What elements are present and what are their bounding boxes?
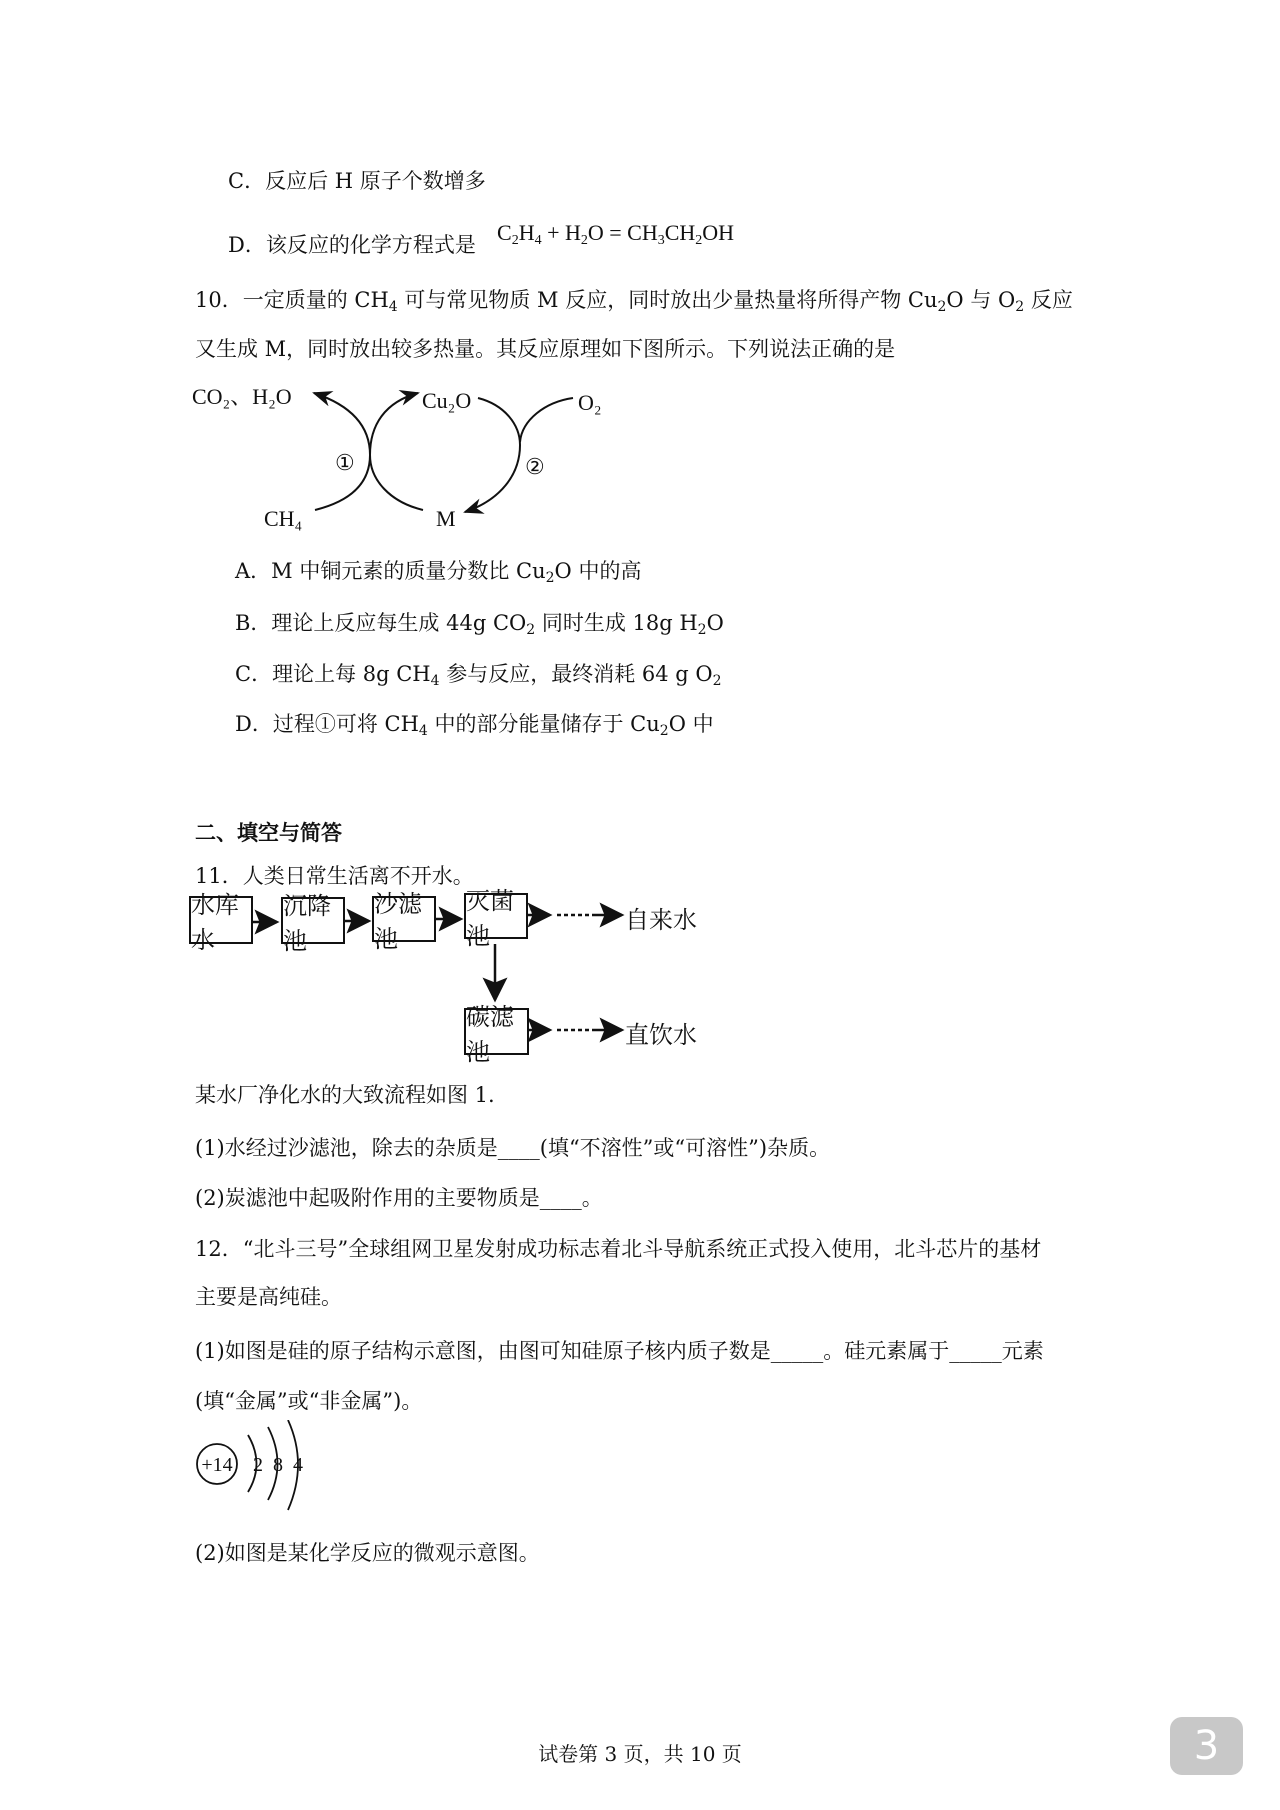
subscript: 3	[657, 233, 665, 248]
text-segment: C	[497, 220, 512, 245]
subscript: 2	[1015, 299, 1025, 315]
label-o2: O₂	[578, 390, 602, 415]
arrow-o2-curve	[520, 398, 573, 442]
q12-stem-line2	[195, 1284, 342, 1310]
label-step2: ②	[525, 454, 545, 479]
text-segment: O 中	[668, 712, 714, 736]
text-segment: (1)水经过沙滤池，除去的杂质是____(填“不溶性”或“可溶性”)杂质。	[195, 1136, 831, 1160]
label-cu2o: Cu₂O	[422, 388, 472, 413]
q10-option-d	[235, 711, 714, 737]
silicon-atom-structure-diagram	[180, 1420, 320, 1520]
subscript: 2	[545, 570, 555, 586]
label-co2-h2o: CO₂、H₂O	[192, 384, 292, 409]
q9-option-d-equation	[497, 220, 734, 246]
subscript: 2	[526, 622, 536, 638]
q11-description	[195, 1082, 495, 1108]
text-segment: + H	[541, 220, 581, 245]
label-ch4: CH₄	[264, 506, 303, 531]
flow-output-drinking-water: 直饮水	[625, 1021, 697, 1049]
q12-part1-line2	[195, 1388, 422, 1414]
text-segment: 中的部分能量储存于 Cu	[427, 712, 660, 736]
subscript: 2	[712, 673, 722, 689]
text-segment: O 与 O	[946, 288, 1016, 312]
text-segment: O 中的高	[554, 559, 642, 583]
text-segment: O = CH	[587, 220, 658, 245]
page-footer: 试卷第 3 页，共 10 页	[538, 1742, 742, 1766]
subscript: 2	[659, 723, 669, 739]
text-segment: (2)如图是某化学反应的微观示意图。	[195, 1541, 540, 1565]
section-2-title	[195, 820, 342, 846]
text-segment: H	[518, 220, 535, 245]
text-segment: (填“金属”或“非金属”)。	[195, 1389, 423, 1413]
flow-box-sterilization: 灭菌池	[464, 893, 528, 939]
q10-reaction-cycle-diagram	[180, 370, 660, 550]
q10-option-c	[235, 661, 722, 687]
q12-part2	[195, 1540, 540, 1566]
text-segment: C．反应后 H 原子个数增多	[228, 169, 486, 193]
subscript: 4	[388, 299, 398, 315]
text-segment: 某水厂净化水的大致流程如图 1.	[195, 1083, 495, 1107]
subscript: 4	[430, 673, 440, 689]
text-segment: 同时生成 18g H	[535, 611, 698, 635]
page-number-badge: 3	[1170, 1717, 1243, 1775]
q9-option-d	[228, 232, 476, 258]
label-step1: ①	[335, 450, 355, 475]
q12-part1-line1	[195, 1338, 1044, 1364]
text-segment: 主要是高纯硅。	[195, 1285, 342, 1309]
text-segment: C．理论上每 8g CH	[235, 662, 431, 686]
subscript: 4	[418, 723, 428, 739]
flow-box-reservoir: 水库水	[189, 896, 253, 944]
q10-stem-line2	[195, 336, 895, 362]
q10-option-a	[235, 558, 641, 584]
text-segment: OH	[702, 220, 735, 245]
q10-stem-line1	[195, 287, 1073, 313]
atom-shell-3: 4	[293, 1454, 303, 1476]
text-segment: 又生成 M，同时放出较多热量。其反应原理如下图所示。下列说法正确的是	[195, 337, 896, 361]
flow-arrows	[180, 880, 640, 1060]
text-segment: B．理论上反应每生成 44g CO	[235, 611, 527, 635]
atom-shell-1: 2	[253, 1454, 263, 1476]
text-segment: CH	[664, 220, 696, 245]
text-segment: D．过程①可将 CH	[235, 712, 419, 736]
subscript: 2	[695, 233, 703, 248]
flow-box-settling: 沉降池	[281, 897, 345, 944]
arrow-m-to-cu2o	[370, 393, 423, 510]
atom-nucleus: +14	[201, 1454, 233, 1476]
q12-stem-line1	[195, 1236, 1041, 1262]
text-segment: 二、填空与简答	[195, 820, 342, 845]
subscript: 2	[580, 233, 588, 248]
label-m: M	[436, 506, 456, 531]
text-segment: A．M 中铜元素的质量分数比 Cu	[235, 559, 546, 583]
text-segment: 10．一定质量的 CH	[195, 288, 389, 312]
subscript: 2	[511, 233, 519, 248]
q11-part1	[195, 1135, 830, 1161]
flow-box-sand-filter: 沙滤池	[372, 896, 436, 942]
q10-option-b	[235, 610, 724, 636]
text-segment: 11．人类日常生活离不开水。	[195, 864, 474, 888]
subscript: 4	[534, 233, 542, 248]
subscript: 2	[937, 299, 947, 315]
text-segment: 参与反应，最终消耗 64 g O	[439, 662, 713, 686]
text-segment: 反应	[1024, 288, 1073, 312]
text-segment: D．该反应的化学方程式是	[228, 233, 476, 257]
text-segment: O	[706, 611, 724, 635]
q9-option-c	[228, 168, 486, 194]
subscript: 2	[697, 622, 707, 638]
arrow-cu2o-to-m	[465, 398, 520, 512]
flow-box-carbon-filter: 碳滤池	[464, 1008, 529, 1055]
text-segment: 可与常见物质 M 反应，同时放出少量热量将所得产物 Cu	[397, 288, 938, 312]
atom-shell-2: 8	[273, 1454, 283, 1476]
q11-part2	[195, 1185, 603, 1211]
text-segment: (1)如图是硅的原子结构示意图，由图可知硅原子核内质子数是_____。硅元素属于_____元素	[195, 1339, 1044, 1363]
text-segment: (2)炭滤池中起吸附作用的主要物质是____。	[195, 1186, 603, 1210]
text-segment: 12．“北斗三号”全球组网卫星发射成功标志着北斗导航系统正式投入使用，北斗芯片的基材	[195, 1237, 1042, 1261]
flow-output-tap-water: 自来水	[625, 906, 697, 934]
